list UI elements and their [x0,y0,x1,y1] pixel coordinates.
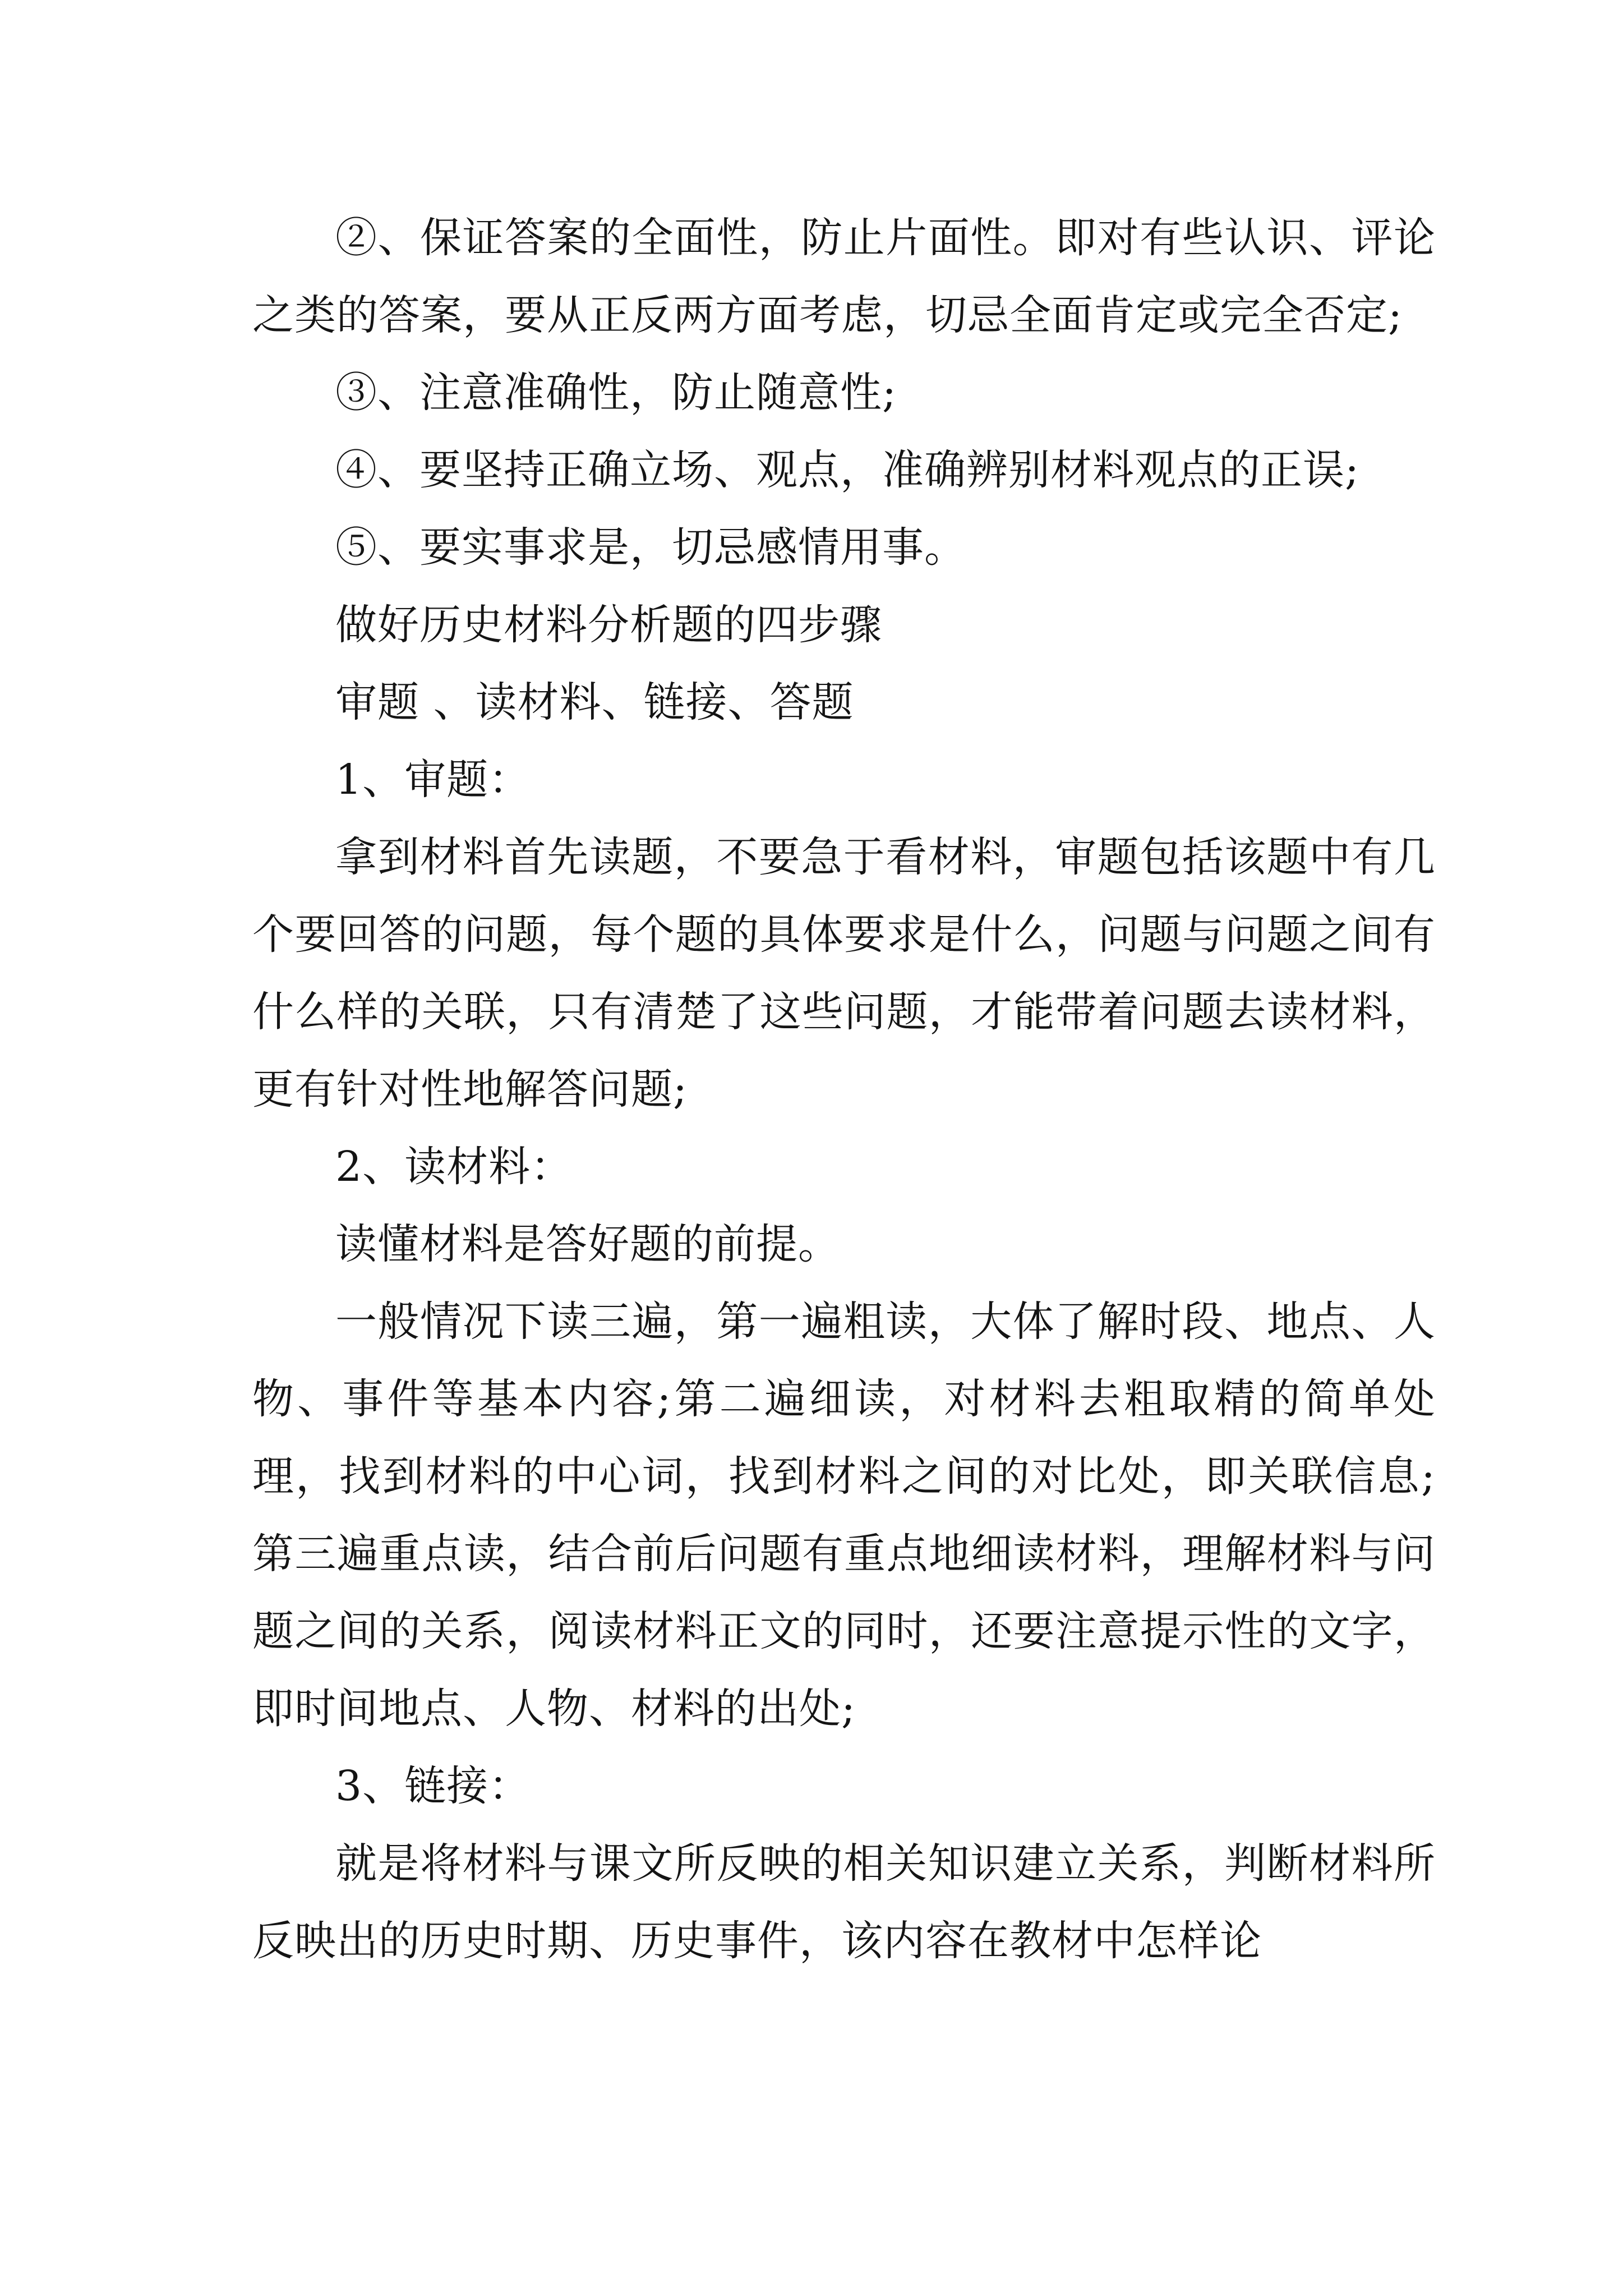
step-3-body: 就是将材料与课文所反映的相关知识建立关系，判断材料所反映出的历史时期、历史事件，该内容在教材中怎样论 [252,1839,1436,1965]
step-2-body: 一般情况下读三遍，第一遍粗读，大体了解时段、地点、人物、事件等基本内容;第二遍细读，对材料去粗取精的简单处理，找到材料的中心词，找到材料之间的对比处，即关联信息;第三遍重点读，结合前后问题有重点地细读材料，理解材料与问题之间的关系，阅读材料正文的同时，还要注意提示性的文字，即时间地点、人物、材料的出处; [252,1297,1436,1733]
section-heading-four-steps: 做好历史材料分析题的四步骤 [335,601,882,649]
document-body [252,199,1436,1980]
step-1-body: 拿到材料首先读题，不要急于看材料，审题包括该题中有几个要回答的问题，每个题的具体要求是什么，问题与问题之间有什么样的关联，只有清楚了这些问题，才能带着问题去读材料，更有针对性地解答问题; [252,833,1436,1114]
step-2-heading: 2、读材料： [335,1143,573,1191]
four-steps-list: 审题 、读材料、链接、答题 [335,678,854,726]
paragraph-correct-stance: ④、要坚持正确立场、观点，准确辨别材料观点的正误; [335,446,1359,494]
paragraph-accuracy: ③、注意准确性，防止随意性; [335,369,897,417]
step-2-intro: 读懂材料是答好题的前提。 [335,1220,840,1268]
paragraph-answer-completeness: ②、保证答案的全面性，防止片面性。即对有些认识、评论之类的答案，要从正反两方面考虑，切忌全面肯定或完全否定; [252,214,1436,339]
step-1-heading: 1、审题： [335,756,531,804]
step-3-heading: 3、链接： [335,1762,531,1810]
paragraph-seek-truth: ⑤、要实事求是，切忌感情用事。 [335,523,966,572]
